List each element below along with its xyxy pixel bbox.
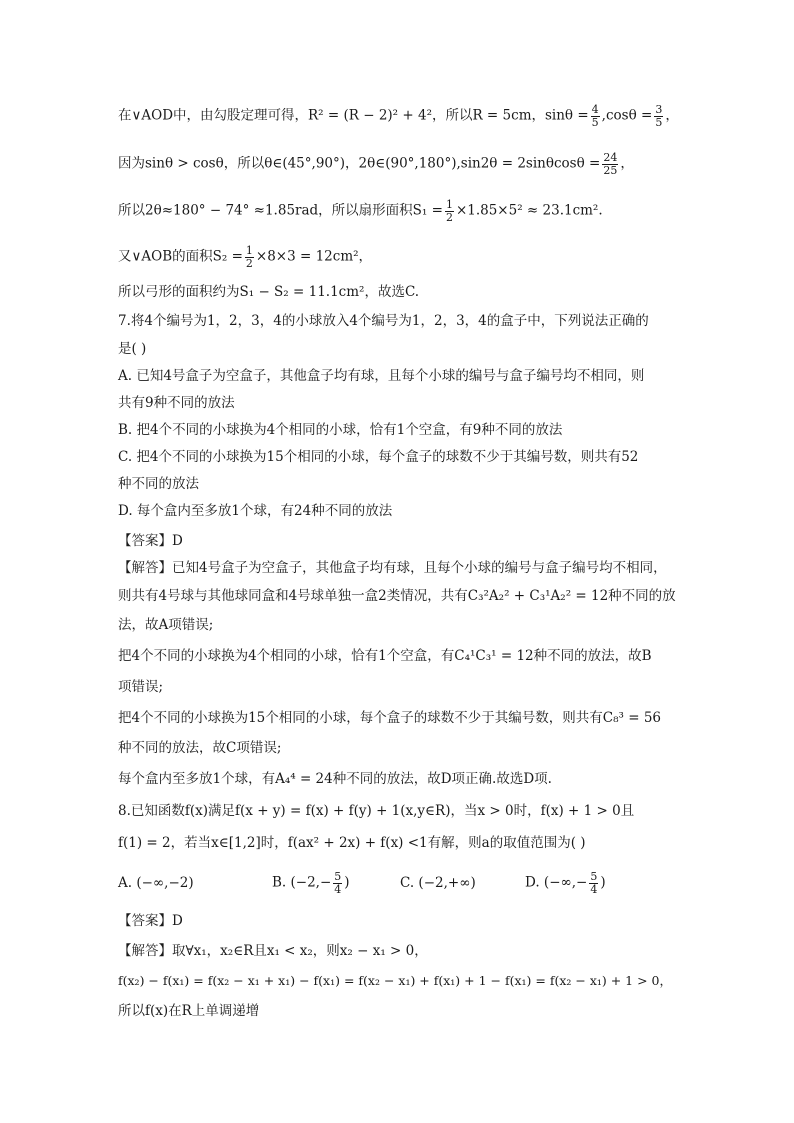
fraction [445, 199, 454, 223]
option-c: C. 把4个不同的小球换为15个相同的小球，每个盒子的球数不少于其编号数，则共有52 [118, 449, 639, 465]
fraction [654, 104, 663, 128]
option-d: D. 每个盒内至多放1个球，有24种不同的放法 [118, 503, 393, 519]
fraction [602, 152, 618, 176]
text: 又∨AOB的面积S₂ = [118, 248, 243, 265]
solution-7-line: 种不同的放法，故C项错误; [118, 740, 282, 756]
numerator: 24 [603, 151, 618, 164]
question-7-stem-cont: 是( ) [118, 341, 147, 357]
denominator: 5 [591, 115, 599, 129]
line-1 [118, 104, 679, 128]
option-b [272, 871, 350, 895]
text: ) [344, 874, 350, 891]
line-3 [118, 199, 603, 223]
solution-7-line: 【解答】已知4号盒子为空盒子，其他盒子均有球，且每个小球的编号与盒子编号均不相同， [118, 560, 667, 576]
solution-8-line: 【解答】取∀x₁，x₂∈R且x₁ < x₂，则x₂ − x₁ > 0， [118, 943, 428, 959]
fraction [589, 871, 598, 895]
line-4 [118, 245, 372, 269]
text: ×1.85×5² ≈ 23.1cm². [455, 202, 603, 219]
solution-7-line: 项错误; [118, 679, 164, 695]
question-8-stem-cont: f(1) = 2，若当x∈[1,2]时，f(ax² + 2x) + f(x) <1有解，则a的取值范围为( ) [118, 835, 586, 851]
solution-7-line: 每个盒内至多放1个球，有A₄⁴ = 24种不同的放法，故D项正确.故选D项. [118, 771, 552, 787]
question-7-stem: 7.将4个编号为1，2，3，4的小球放入4个编号为1，2，3，4的盒子中，下列说法正确的 [118, 313, 649, 329]
solution-7-line: 把4个不同的小球换为15个相同的小球，每个盒子的球数不少于其编号数，则共有C₈³ = 56 [118, 710, 661, 726]
numerator: 3 [655, 103, 663, 116]
line-5: 所以弓形的面积约为S₁ − S₂ = 11.1cm²，故选C. [118, 284, 420, 300]
text: 所以2θ≈180° − 74° ≈1.85rad，所以扇形面积S₁ = [118, 202, 443, 219]
text: ,cosθ = [601, 107, 653, 124]
denominator: 5 [655, 115, 663, 129]
solution-7-line: 则共有4号球与其他球同盒和4号球单独一盒2类情况，共有C₃²A₂² + C₃¹A₂² = 12种不同的放 [118, 588, 676, 604]
fraction [245, 245, 254, 269]
denominator: 25 [603, 163, 618, 177]
answer-7: 【答案】D [118, 533, 183, 549]
solution-7-line: 把4个不同的小球换为4个相同的小球，恰有1个空盒，有C₄¹C₃¹ = 12种不同的放法，故B [118, 648, 652, 664]
fraction [333, 871, 342, 895]
denominator: 4 [590, 882, 598, 896]
option-a: A. 已知4号盒子为空盒子，其他盒子均有球，且每个小球的编号与盒子编号均不相同，则 [118, 368, 645, 384]
solution-8-line: 所以f(x)在R上单调递增 [118, 1003, 260, 1019]
numerator: 1 [245, 244, 253, 257]
solution-7-line: 法，故A项错误; [118, 617, 214, 633]
numerator: 5 [334, 870, 342, 883]
text: 因为sinθ > cosθ，所以θ∈(45°,90°)，2θ∈(90°,180°),sin2θ = 2sinθcosθ = [118, 155, 601, 172]
option-d [525, 871, 606, 895]
question-8-stem: 8.已知函数f(x)满足f(x + y) = f(x) + f(y) + 1(x,y∈R)，当x > 0时，f(x) + 1 > 0且 [118, 803, 635, 819]
line-2 [118, 152, 634, 176]
denominator: 2 [245, 256, 253, 270]
option-a: A. (−∞,−2) [118, 875, 194, 891]
denominator: 2 [445, 210, 453, 224]
text: ×8×3 = 12cm²， [255, 248, 373, 265]
denominator: 4 [334, 882, 342, 896]
text: ， [620, 155, 634, 172]
option-b: B. 把4个不同的小球换为4个相同的小球，恰有1个空盒，有9种不同的放法 [118, 422, 563, 438]
solution-8-line: f(x₂) − f(x₁) = f(x₂ − x₁ + x₁) − f(x₁) = f(x₂ − x₁) + f(x₁) + 1 − f(x₁) = f(x₂ − x₁) + 1 > 0， [118, 973, 673, 988]
text: B. (−2,− [272, 874, 332, 891]
answer-8: 【答案】D [118, 913, 183, 929]
option-a-cont: 共有9种不同的放法 [118, 395, 235, 411]
fraction [591, 104, 600, 128]
numerator: 5 [590, 870, 598, 883]
numerator: 1 [445, 198, 453, 211]
text: ， [665, 107, 679, 124]
text: ) [600, 874, 606, 891]
numerator: 4 [591, 103, 599, 116]
option-c-cont: 种不同的放法 [118, 476, 199, 492]
text: D. (−∞,− [525, 874, 588, 891]
option-c: C. (−2,+∞) [400, 875, 476, 891]
text: 在∨AOD中，由勾股定理可得，R² = (R − 2)² + 4²，所以R = 5cm，sinθ = [118, 107, 589, 124]
